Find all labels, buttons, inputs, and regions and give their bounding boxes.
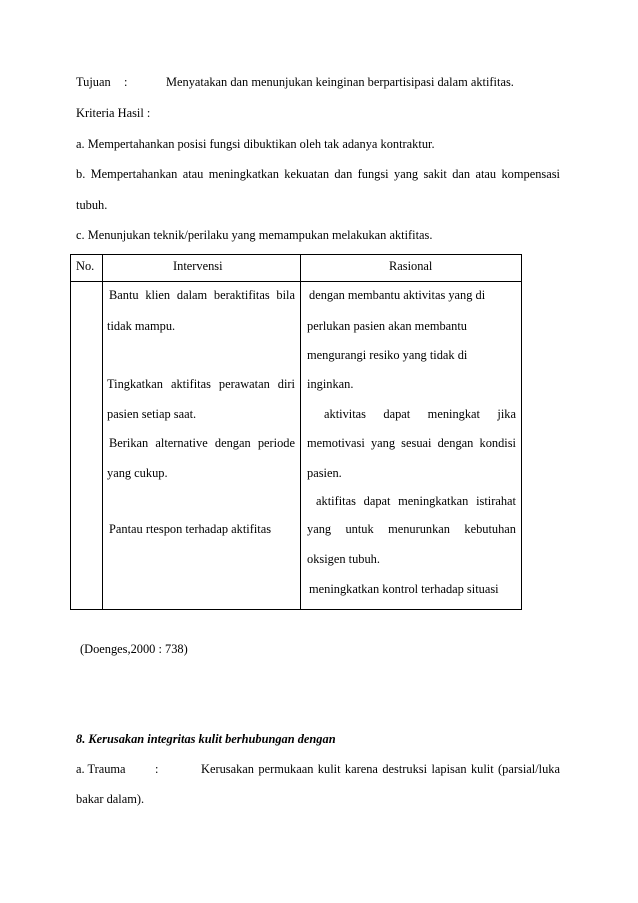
intervensi-line: Tingkatkan aktifitas perawatan diri: [107, 377, 295, 391]
intervensi-line: Bantu klien dalam beraktifitas bila: [109, 288, 295, 302]
criteria-heading: Kriteria Hasil :: [76, 106, 151, 120]
citation: (Doenges,2000 : 738): [80, 642, 188, 656]
intervensi-line: Berikan alternative dengan periode: [109, 436, 295, 450]
criteria-item-b-cont: tubuh.: [76, 198, 108, 212]
header-no: No.: [76, 259, 95, 273]
rasional-line: yang untuk menurunkan kebutuhan: [307, 522, 516, 536]
rasional-line: aktivitas dapat meningkat jika: [324, 407, 516, 421]
criteria-item-c: c. Menunjukan teknik/perilaku yang memampukan melakukan aktifitas.: [76, 228, 433, 242]
header-intervensi: Intervensi: [173, 259, 223, 273]
rasional-line: pasien.: [307, 466, 342, 480]
rasional-line: aktifitas dapat meningkatkan istirahat: [316, 494, 516, 508]
goal-label: Tujuan: [76, 75, 111, 89]
section-8-item-text: Kerusakan permukaan kulit karena destruksi lapisan kulit (parsial/luka: [201, 762, 560, 776]
intervensi-line: Pantau rtespon terhadap aktifitas: [109, 522, 272, 536]
rasional-line: dengan membantu aktivitas yang di: [309, 288, 486, 302]
section-8-item-label: a. Trauma: [76, 762, 126, 776]
rasional-line: inginkan.: [307, 377, 354, 391]
criteria-item-b: b. Mempertahankan atau meningkatkan kekuatan dan fungsi yang sakit dan atau kompensasi: [76, 167, 560, 181]
header-divider: [71, 281, 521, 282]
rasional-line: mengurangi resiko yang tidak di: [307, 348, 468, 362]
goal-colon: :: [124, 75, 128, 89]
rasional-line: perlukan pasien akan membantu: [307, 319, 467, 333]
section-8-item-text-cont: bakar dalam).: [76, 792, 145, 806]
intervensi-line: tidak mampu.: [107, 319, 176, 333]
column-divider: [102, 255, 103, 609]
section-8-item-colon: :: [155, 762, 159, 776]
rasional-line: oksigen tubuh.: [307, 552, 380, 566]
intervention-table: [70, 254, 522, 610]
rasional-line: meningkatkan kontrol terhadap situasi: [309, 582, 499, 596]
intervensi-line: yang cukup.: [107, 466, 168, 480]
column-divider: [300, 255, 301, 609]
section-8-heading: 8. Kerusakan integritas kulit berhubungan dengan: [76, 732, 336, 746]
header-rasional: Rasional: [389, 259, 433, 273]
intervensi-line: pasien setiap saat.: [107, 407, 197, 421]
rasional-line: memotivasi yang sesuai dengan kondisi: [307, 436, 516, 450]
goal-text: Menyatakan dan menunjukan keinginan berpartisipasi dalam aktifitas.: [166, 75, 514, 89]
criteria-item-a: a. Mempertahankan posisi fungsi dibuktikan oleh tak adanya kontraktur.: [76, 137, 435, 151]
